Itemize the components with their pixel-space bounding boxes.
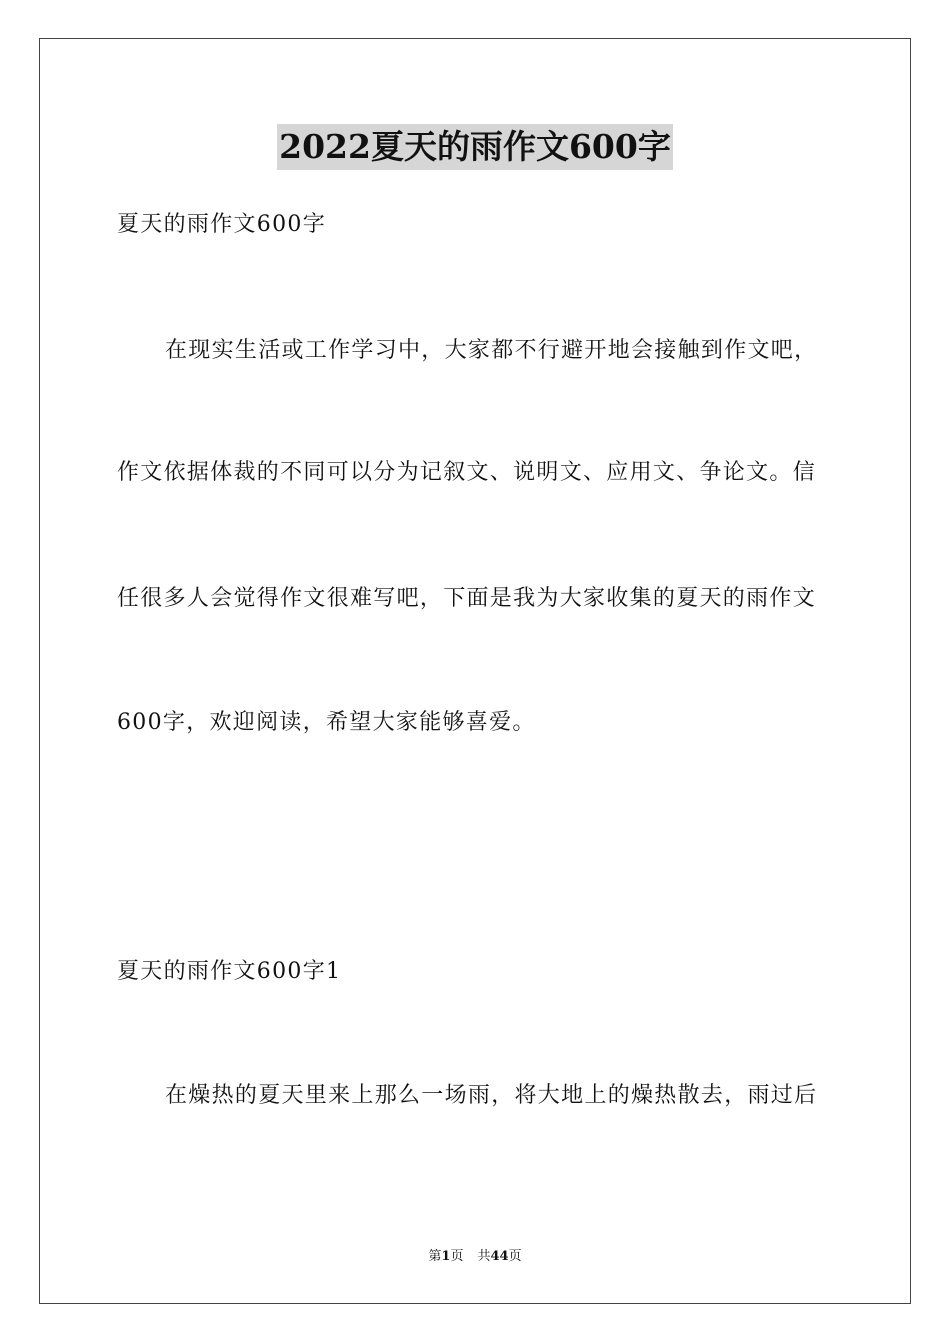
page-footer	[0, 1248, 950, 1266]
section-first-line: 在燥热的夏天里来上那么一场雨，将大地上的燥热散去，雨过后	[165, 1083, 818, 1108]
intro-line-4: 600字，欢迎阅读，希望大家能够喜爱。	[117, 710, 536, 735]
page-suffix: 页	[450, 1249, 464, 1264]
document-subtitle: 夏天的雨作文600字	[117, 212, 326, 237]
title-container	[0, 124, 950, 170]
intro-line-1: 在现实生活或工作学习中，大家都不行避开地会接触到作文吧，	[165, 338, 818, 363]
page-prefix: 第	[428, 1249, 442, 1264]
intro-line-2: 作文依据体裁的不同可以分为记叙文、说明文、应用文、争论文。信	[117, 460, 817, 485]
page-number: 1	[441, 1249, 451, 1264]
document-title: 2022夏天的雨作文600字	[277, 124, 673, 170]
total-pages: 44	[490, 1249, 509, 1264]
total-prefix: 共	[477, 1249, 491, 1264]
section-heading: 夏天的雨作文600字1	[117, 959, 342, 984]
total-suffix: 页	[508, 1249, 522, 1264]
intro-line-3: 任很多人会觉得作文很难写吧，下面是我为大家收集的夏天的雨作文	[117, 586, 817, 611]
